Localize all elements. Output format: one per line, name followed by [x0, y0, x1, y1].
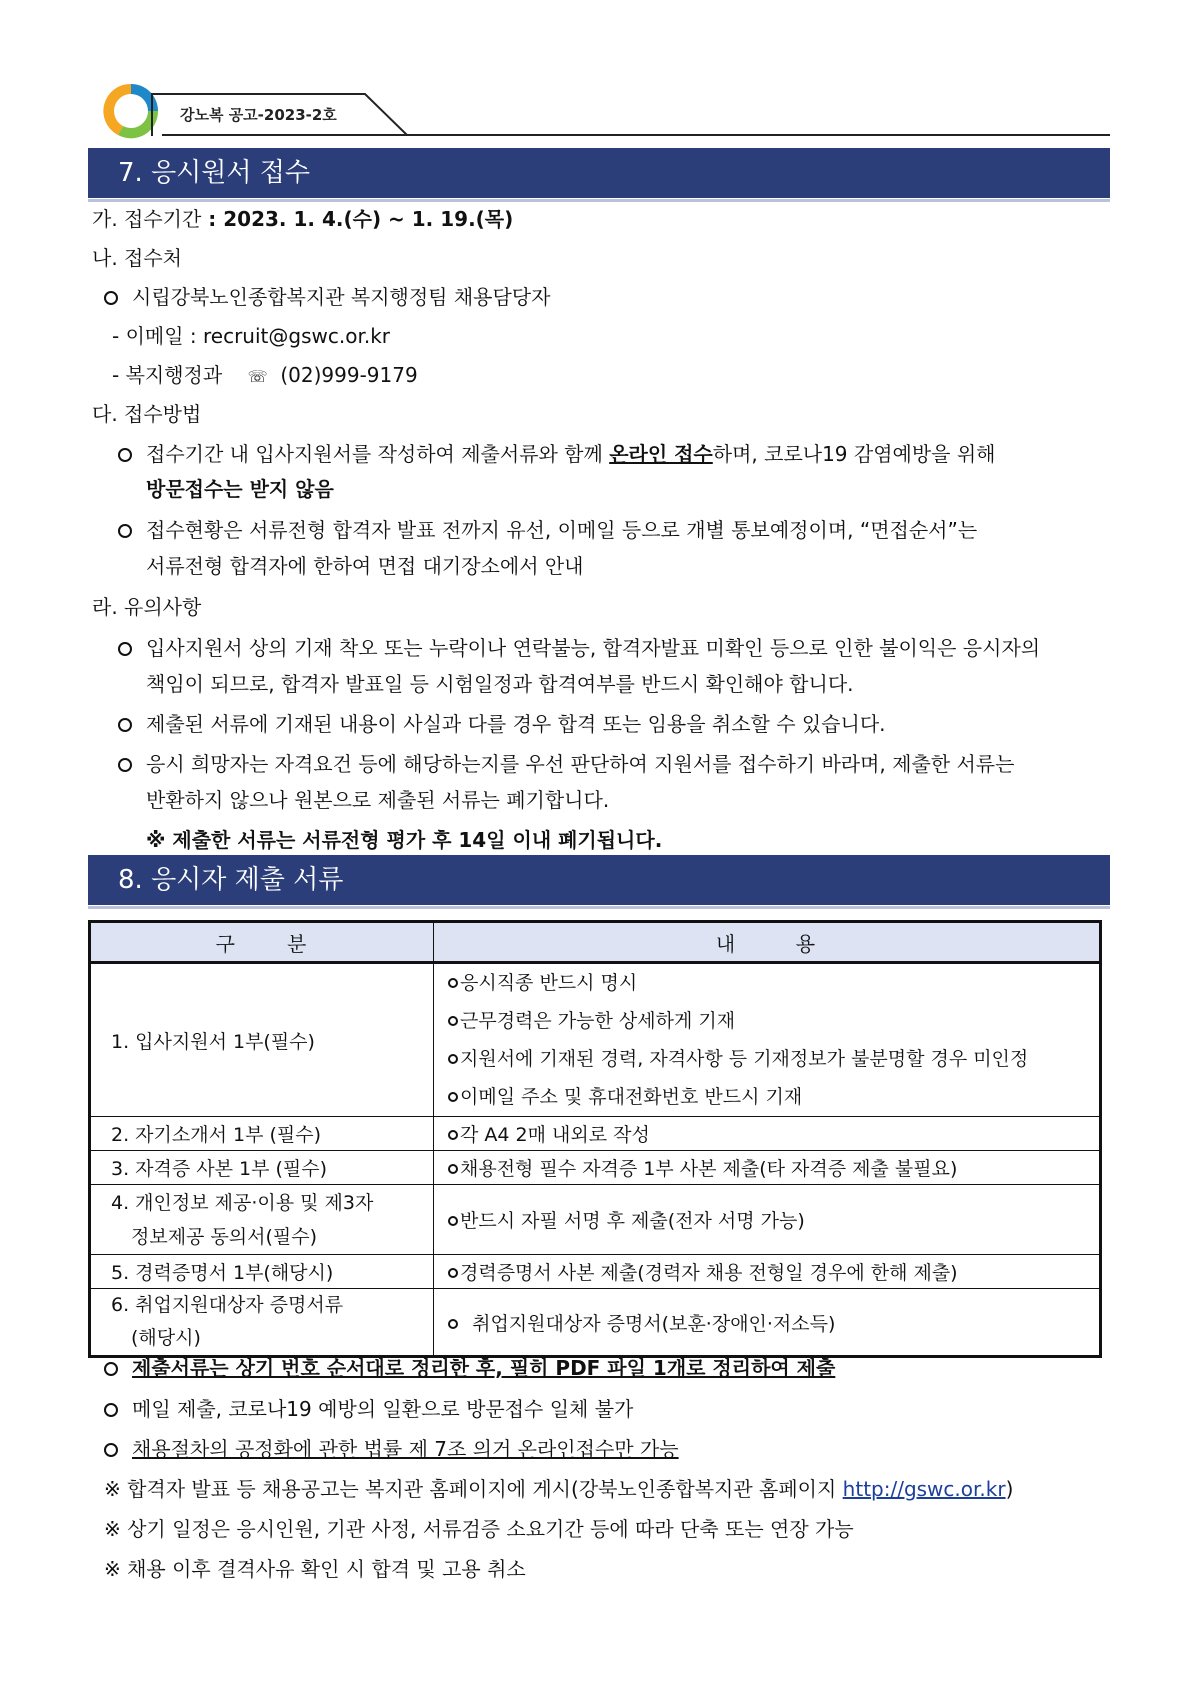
circle-bullet-icon — [104, 291, 118, 305]
content-item-text: 채용전형 필수 자격증 1부 사본 제출(타 자격증 제출 불필요) — [460, 1158, 958, 1180]
documents-table — [88, 920, 1102, 1358]
notes-label: 라. 유의사항 — [92, 595, 202, 619]
row-content — [434, 963, 1101, 1117]
circle-bullet-icon — [448, 1268, 458, 1278]
row-content — [434, 1185, 1101, 1255]
table-row — [90, 1151, 1101, 1185]
circle-bullet-icon — [104, 1443, 118, 1457]
col-header-category: 구 분 — [90, 922, 434, 963]
circle-bullet-icon — [118, 718, 132, 732]
method-1b: 온라인 접수 — [609, 442, 713, 466]
row-label: 5. 경력증명서 1부(해당시) — [90, 1255, 434, 1289]
footer-4-row — [104, 1475, 1013, 1503]
row-content — [434, 1151, 1101, 1185]
place-org: 시립강북노인종합복지관 복지행정팀 채용담당자 — [132, 285, 551, 309]
note-2: 제출된 서류에 기재된 내용이 사실과 다를 경우 합격 또는 임용을 취소할 수 있습니다. — [146, 712, 886, 736]
row-label-line-2: 정보제공 동의서(필수) — [131, 1225, 318, 1248]
circle-bullet-icon — [448, 1054, 458, 1064]
note-3-row — [118, 750, 1014, 778]
circle-bullet-icon — [448, 1216, 458, 1226]
homepage-link[interactable]: http://gswc.or.kr — [842, 1477, 1006, 1501]
circle-bullet-icon — [448, 1092, 458, 1102]
method-2-row — [118, 516, 977, 544]
content-item — [448, 964, 1089, 1002]
content-item — [448, 1002, 1089, 1040]
phone-label: - 복지행정과 — [112, 363, 223, 387]
footer-6: ※ 채용 이후 결격사유 확인 시 합격 및 고용 취소 — [104, 1557, 526, 1581]
table-row — [90, 963, 1101, 1117]
footer-1: 제출서류는 상기 번호 순서대로 정리한 후, 필히 PDF 파일 1개로 정리하여 제출 — [132, 1356, 836, 1380]
row-label — [90, 1289, 434, 1357]
circle-bullet-icon — [448, 1164, 458, 1174]
footer-4a: ※ 합격자 발표 등 채용공고는 복지관 홈페이지에 게시(강북노인종합복지관 홈페이지 — [104, 1477, 843, 1501]
method-2b: 서류전형 합격자에 한하여 면접 대기장소에서 안내 — [146, 554, 584, 578]
footer-2-row — [104, 1395, 633, 1423]
phone-value: (02)999-9179 — [280, 363, 418, 387]
circle-bullet-icon — [448, 978, 458, 988]
section-8-title: 8. 응시자 제출 서류 — [88, 855, 1110, 905]
col-header-content: 내 용 — [434, 922, 1101, 963]
content-item-text: 이메일 주소 및 휴대전화번호 반드시 기재 — [460, 1086, 803, 1108]
method-2a: 접수현황은 서류전형 합격자 발표 전까지 유선, 이메일 등으로 개별 통보예정이며, “면접순서”는 — [146, 518, 978, 542]
footer-5: ※ 상기 일정은 응시인원, 기관 사정, 서류검증 소요기간 등에 따라 단축 또는 연장 가능 — [104, 1517, 854, 1541]
content-item-text: 지원서에 기재된 경력, 자격사항 등 기재정보가 불분명할 경우 미인정 — [460, 1048, 1029, 1070]
content-item — [448, 1078, 1089, 1116]
table-row — [90, 1117, 1101, 1151]
method-1a: 접수기간 내 입사지원서를 작성하여 제출서류와 함께 — [146, 442, 610, 466]
table-row — [90, 1289, 1101, 1357]
row-label: 3. 자격증 사본 1부 (필수) — [90, 1151, 434, 1185]
note-1-row — [118, 634, 1040, 662]
period-sep: : — [201, 207, 224, 231]
footer-4b: ) — [1005, 1477, 1014, 1501]
note-3a: 응시 희망자는 자격요건 등에 해당하는지를 우선 판단하여 지원서를 접수하기 바라며, 제출한 서류는 — [146, 752, 1015, 776]
period-label: 가. 접수기간 — [92, 207, 202, 231]
circle-bullet-icon — [104, 1403, 118, 1417]
period-value: 2023. 1. 4.(수) ~ 1. 19.(목) — [223, 207, 514, 231]
footer-3: 채용절차의 공정화에 관한 법률 제 7조 의거 온라인접수만 가능 — [132, 1437, 679, 1461]
period-row — [92, 205, 513, 233]
note-3b: 반환하지 않으나 원본으로 제출된 서류는 폐기합니다. — [146, 788, 610, 812]
method-1d: 방문접수는 받지 않음 — [146, 477, 334, 501]
phone-icon: ☏ — [247, 367, 268, 386]
footer-3-row — [104, 1435, 679, 1463]
method-label: 다. 접수방법 — [92, 402, 202, 426]
content-item-text: 경력증명서 사본 제출(경력자 채용 전형일 경우에 한해 제출) — [460, 1262, 958, 1284]
content-item-text: 근무경력은 가능한 상세하게 기재 — [460, 1010, 736, 1032]
circle-bullet-icon — [448, 1016, 458, 1026]
email-sep: : — [183, 324, 203, 348]
circle-bullet-icon — [118, 642, 132, 656]
row-content — [434, 1117, 1101, 1151]
method-1c: 하며, 코로나19 감염예방을 위해 — [712, 442, 996, 466]
footer-2: 메일 제출, 코로나19 예방의 일환으로 방문접수 일체 불가 — [132, 1397, 634, 1421]
note-1b: 책임이 되므로, 합격자 발표일 등 시험일정과 합격여부를 반드시 확인해야 합니다. — [146, 672, 854, 696]
circle-bullet-icon — [104, 1362, 118, 1376]
table-row — [90, 1255, 1101, 1289]
circle-bullet-icon — [118, 524, 132, 538]
row-label — [90, 1185, 434, 1255]
circle-bullet-icon — [118, 448, 132, 462]
content-item-text: 취업지원대상자 증명서(보훈·장애인·저소득) — [472, 1312, 836, 1335]
content-item — [448, 1040, 1089, 1078]
note-1a: 입사지원서 상의 기재 착오 또는 누락이나 연락불능, 합격자발표 미확인 등으로 인한 불이익은 응시자의 — [146, 636, 1041, 660]
method-1-row — [118, 440, 995, 468]
content-item-text: 응시직종 반드시 명시 — [460, 972, 638, 994]
email-value[interactable]: recruit@gswc.or.kr — [203, 324, 390, 348]
footer-1-row — [104, 1354, 835, 1382]
content-item-text: 반드시 자필 서명 후 제출(전자 서명 가능) — [460, 1210, 805, 1232]
content-item-text: 각 A4 2매 내외로 작성 — [460, 1124, 650, 1146]
row-label: 2. 자기소개서 1부 (필수) — [90, 1117, 434, 1151]
table-header-row — [90, 922, 1101, 963]
header-divider — [162, 134, 1110, 136]
circle-bullet-icon — [448, 1319, 458, 1329]
row-label-line-1: 4. 개인정보 제공·이용 및 제3자 — [111, 1191, 374, 1214]
row-label: 1. 입사지원서 1부(필수) — [90, 963, 434, 1117]
doc-number: 강노복 공고-2023-2호 — [180, 106, 337, 124]
email-label: - 이메일 — [112, 324, 184, 348]
table-row — [90, 1185, 1101, 1255]
row-label-line-1: 6. 취업지원대상자 증명서류 — [111, 1294, 344, 1316]
place-label: 나. 접수처 — [92, 246, 182, 270]
row-content — [434, 1255, 1101, 1289]
place-org-row — [104, 283, 550, 311]
email-row — [112, 322, 390, 350]
circle-bullet-icon — [118, 758, 132, 772]
circle-bullet-icon — [448, 1130, 458, 1140]
row-content — [434, 1289, 1101, 1357]
note-4: ※ 제출한 서류는 서류전형 평가 후 14일 이내 폐기됩니다. — [146, 828, 663, 852]
phone-row — [112, 361, 418, 391]
note-2-row — [118, 710, 886, 738]
row-label-line-2: (해당시) — [131, 1327, 201, 1349]
section-7-title: 7. 응시원서 접수 — [88, 148, 1110, 198]
